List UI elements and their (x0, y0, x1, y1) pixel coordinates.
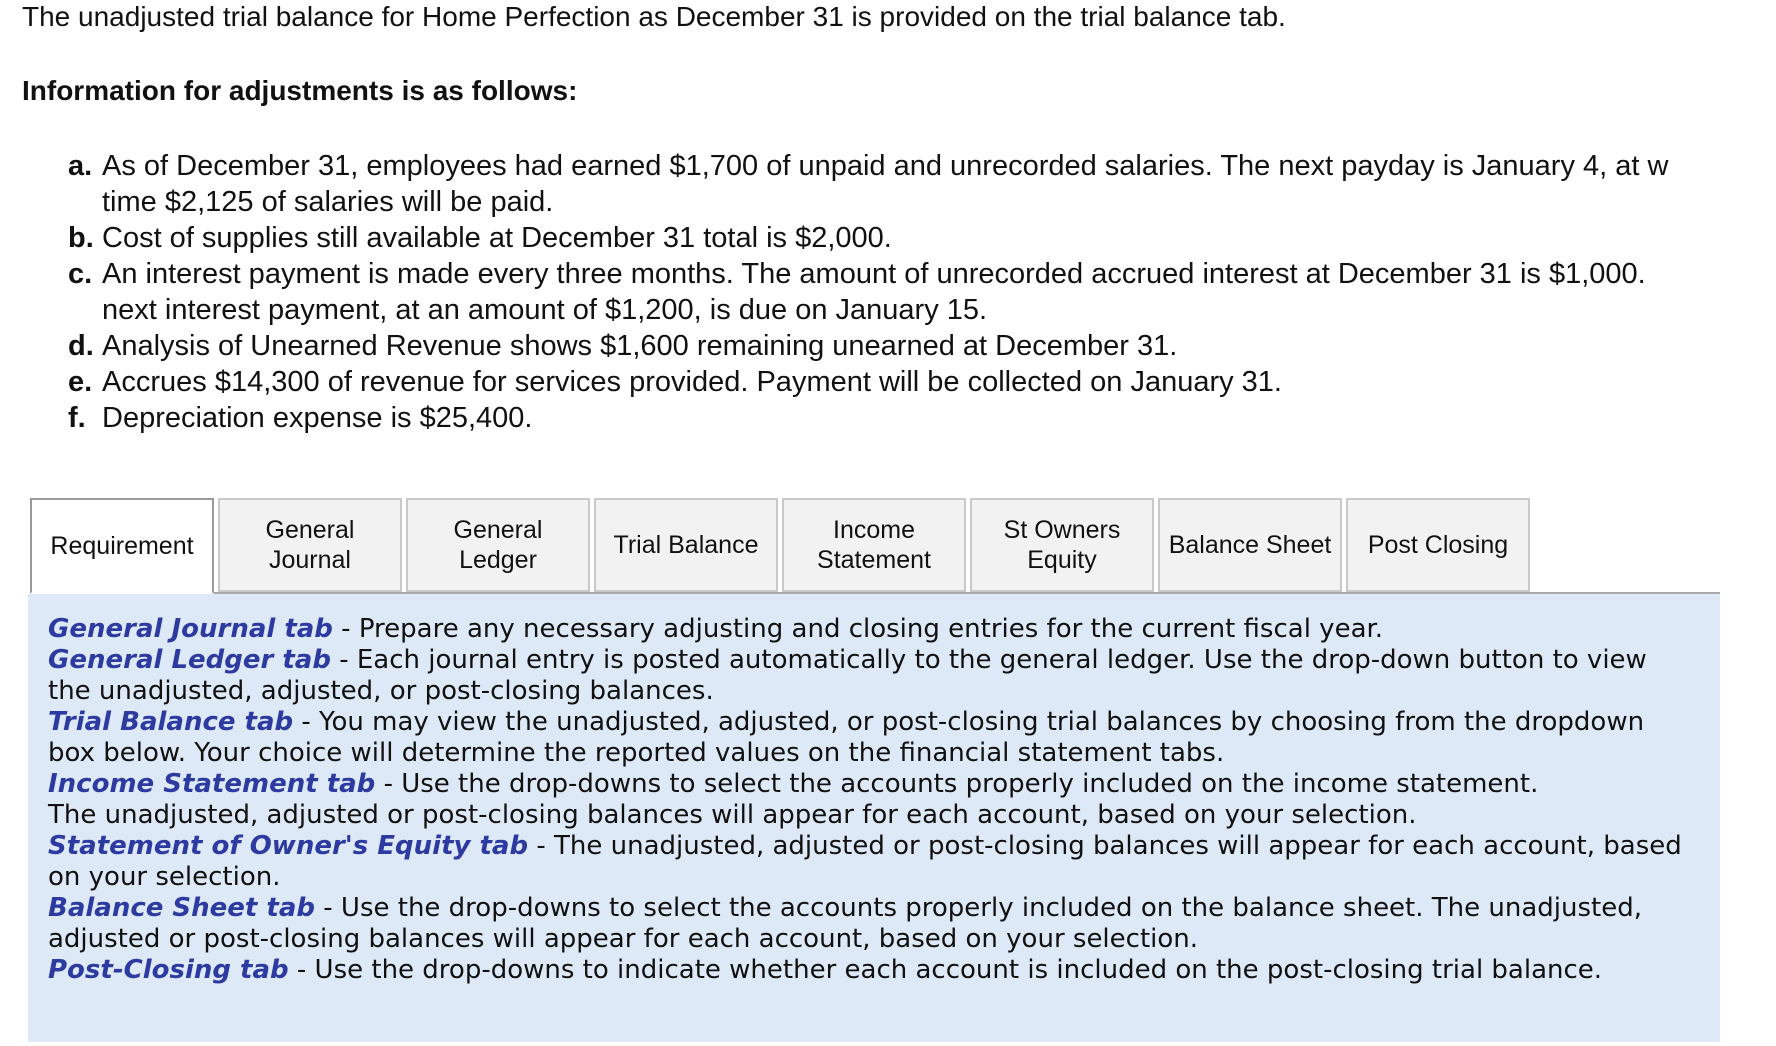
tab-reference: General Journal tab (48, 614, 333, 644)
tab-requirement[interactable] (30, 498, 214, 594)
tab-general-ledger[interactable] (406, 498, 590, 592)
instruction-post-closing (48, 955, 1708, 986)
tab-st-owners-equity[interactable] (970, 498, 1154, 592)
instruction-text-continued: on your selection. (48, 862, 281, 892)
instruction-general-ledger (48, 645, 1708, 676)
tab-reference: Balance Sheet tab (48, 893, 315, 923)
instruction-text-continued: adjusted or post-closing balances will appear for each account, based on your selection. (48, 924, 1199, 954)
instruction-text: - You may view the unadjusted, adjusted, or post-closing trial balances by choosing from the dropdown (293, 707, 1645, 737)
adjustment-item-f (0, 400, 1776, 436)
adjustment-item-b (0, 220, 1776, 256)
intro-text: The unadjusted trial balance for Home Perfection as December 31 is provided on the trial balance tab. (22, 1, 1286, 32)
adjustments-heading: Information for adjustments is as follows: (22, 75, 578, 106)
tab-label: Trial Balance (613, 531, 759, 559)
adjustment-item-e (0, 364, 1776, 400)
tab-income-statement[interactable] (782, 498, 966, 592)
adjustment-text: Accrues $14,300 of revenue for services provided. Payment will be collected on January 31. (102, 366, 1282, 398)
tab-label: Balance Sheet (1168, 531, 1332, 559)
tab-label: St Owners Equity (1003, 516, 1121, 574)
adjustments-list (0, 148, 1776, 436)
tab-reference: Post-Closing tab (48, 955, 289, 985)
adjustment-text: Analysis of Unearned Revenue shows $1,600 remaining unearned at December 31. (102, 330, 1178, 362)
tab-reference: Income Statement tab (48, 769, 376, 799)
requirement-instructions (48, 614, 1708, 986)
instruction-text: - Each journal entry is posted automatically to the general ledger. Use the drop-down button to view (330, 645, 1647, 675)
tab-label: Income Statement (817, 516, 931, 574)
adjustment-item-a (0, 148, 1776, 220)
instruction-text-continued: box below. Your choice will determine the reported values on the financial statement tabs. (48, 738, 1225, 768)
tab-balance-sheet[interactable] (1158, 498, 1342, 592)
instruction-text-continued: The unadjusted, adjusted or post-closing balances will appear for each account, based on your selection. (48, 800, 1417, 830)
tab-reference: General Ledger tab (48, 645, 331, 675)
adjustment-letter: d. (68, 330, 94, 362)
tab-label: Post Closing (1367, 531, 1509, 559)
tab-label: Requirement (50, 532, 194, 560)
adjustment-item-c (0, 256, 1776, 328)
instruction-text: - Use the drop-downs to select the accounts properly included on the income statement. (375, 769, 1539, 799)
instruction-text: - Use the drop-downs to indicate whether each account is included on the post-closing trial balance. (288, 955, 1603, 985)
tab-trial-balance[interactable] (594, 498, 778, 592)
adjustment-letter: f. (68, 402, 86, 434)
adjustment-text: An interest payment is made every three months. The amount of unrecorded accrued interest at December 31 is $1,000. (102, 258, 1646, 290)
tab-bar (30, 498, 1720, 594)
instruction-text: - Use the drop-downs to select the accounts properly included on the balance sheet. The unadjusted, (315, 893, 1643, 923)
adjustment-letter: e. (68, 366, 93, 398)
adjustment-text-continued: time $2,125 of salaries will be paid. (102, 186, 554, 218)
adjustment-text: Cost of supplies still available at December 31 total is $2,000. (102, 222, 892, 254)
tab-reference: Statement of Owner's Equity tab (48, 831, 529, 861)
instruction-income-statement (48, 769, 1708, 800)
tab-general-journal[interactable] (218, 498, 402, 592)
tab-label: General Ledger (453, 516, 543, 574)
adjustment-text: Depreciation expense is $25,400. (102, 402, 533, 434)
instruction-text-continued: the unadjusted, adjusted, or post-closing balances. (48, 676, 714, 706)
adjustment-letter: a. (68, 150, 93, 182)
instruction-owners-equity (48, 831, 1708, 862)
tab-post-closing[interactable] (1346, 498, 1530, 592)
instruction-text: - The unadjusted, adjusted or post-closing balances will appear for each account, based (528, 831, 1682, 861)
instruction-trial-balance (48, 707, 1708, 738)
instruction-general-journal (48, 614, 1708, 645)
adjustment-text: As of December 31, employees had earned $1,700 of unpaid and unrecorded salaries. The next payday is January 4, at w (102, 150, 1669, 182)
adjustment-text-continued: next interest payment, at an amount of $1,200, is due on January 15. (102, 294, 988, 326)
instruction-text: - Prepare any necessary adjusting and closing entries for the current fiscal year. (332, 614, 1384, 644)
adjustment-letter: c. (68, 258, 93, 290)
tab-reference: Trial Balance tab (48, 707, 294, 737)
tab-label: General Journal (265, 516, 355, 574)
adjustment-item-d (0, 328, 1776, 364)
instruction-balance-sheet (48, 893, 1708, 924)
adjustment-letter: b. (68, 222, 94, 254)
